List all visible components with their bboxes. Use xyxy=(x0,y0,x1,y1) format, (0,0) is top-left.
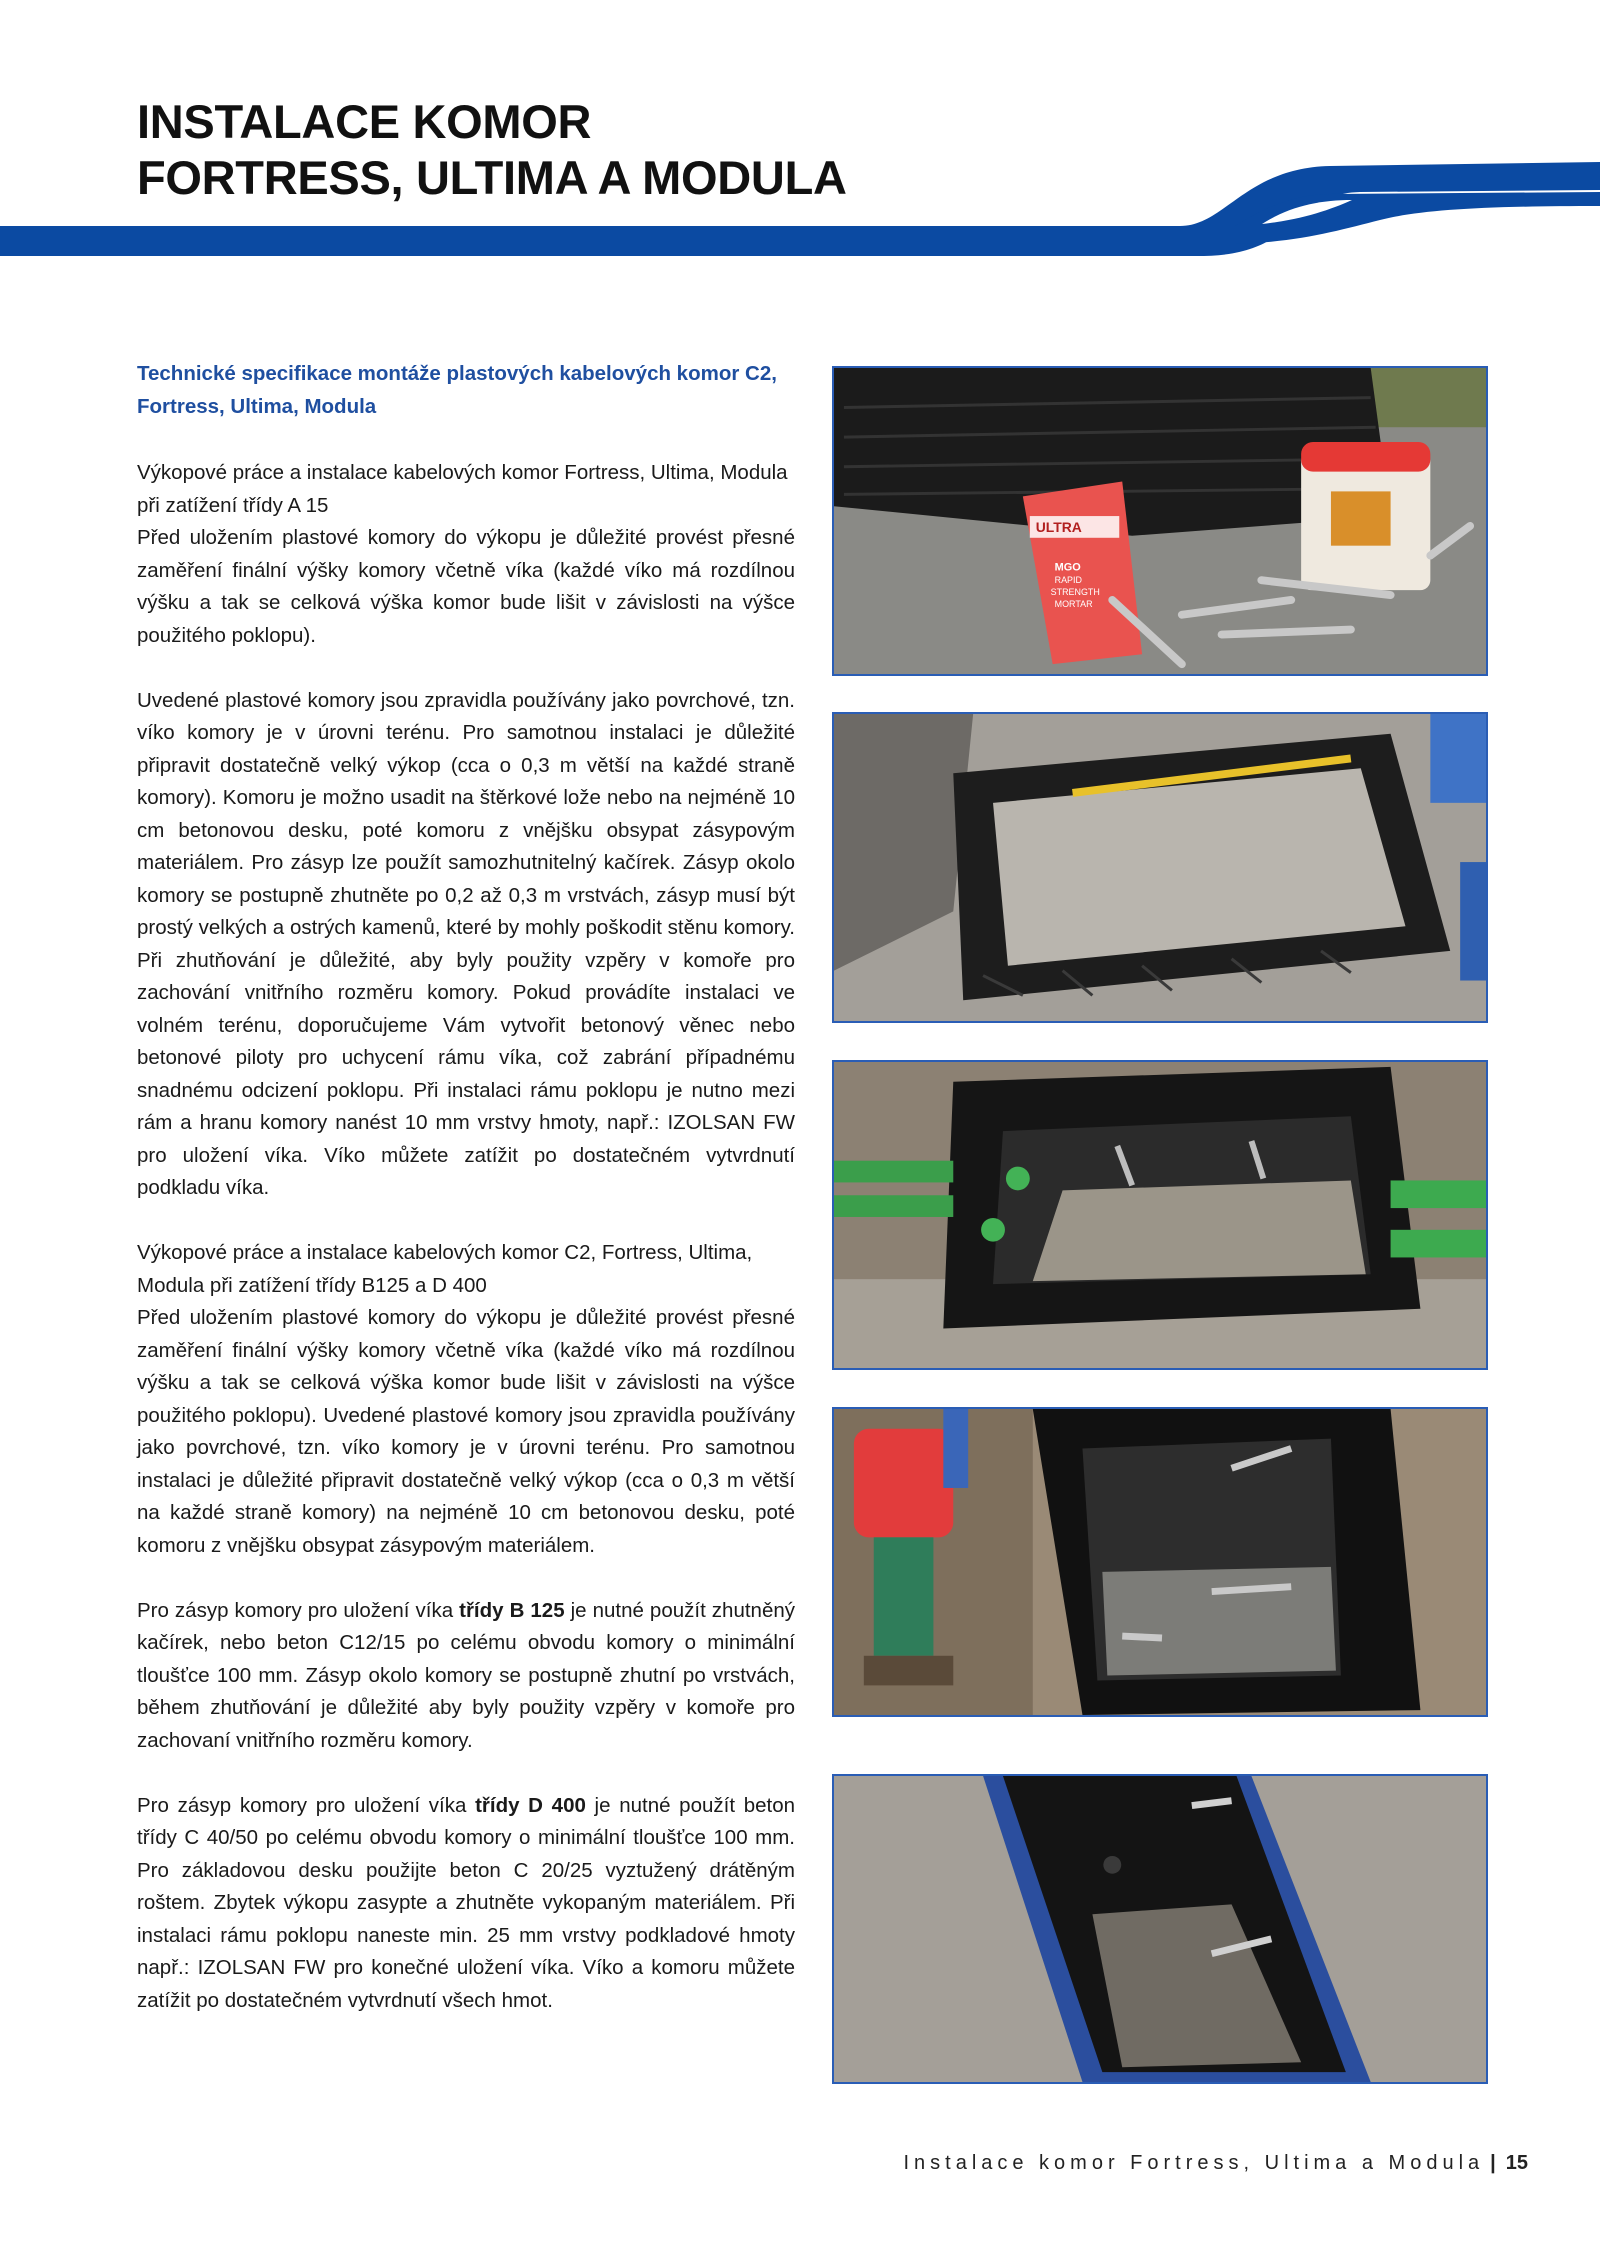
b125-text-start: Pro zásyp komory pro uložení víka xyxy=(137,1598,460,1622)
chamber-with-green-pipes-photo xyxy=(832,1060,1488,1370)
bag-label-strength: STRENGTH xyxy=(1050,587,1100,598)
chamber-in-ground-photo xyxy=(832,1774,1488,2084)
chamber-compaction-rammer-photo xyxy=(832,1407,1488,1717)
spec-subtitle: Technické specifikace montáže plastových kabelových komor C2, Fortress, Ultima, Modula xyxy=(137,362,777,418)
footer-separator: | xyxy=(1490,2152,1496,2174)
footer-title: Instalace komor Fortress, Ultima a Modula xyxy=(903,2152,1485,2174)
d400-text-end: je nutné použít beton třídy C 40/50 po celému obvodu komory o minimální tloušťce 100 mm. Pro základovou desku použijte beton C 20/25 vyztužený drátěným roštem. Zbytek výkopu zasypte a zhutněte vykopaným materiálem. Při instalaci rámu poklopu naneste min. 25 mm vrstvy podkladové hmoty např.: IZOLSAN FW pro konečné uložení víka. Víko a komoru můžete zatížit po dostatečném vytvrdnutí všech hmot. xyxy=(137,1793,795,2012)
section2-paragraph-1: Před uložením plastové komory do výkopu je důležité provést přesné zaměření finální výšky komory včetně víka (každé víko má rozdílnou výšku a tak se celková výška komor bude lišit v závislosti na výšce použitého poklopu). Uvedené plastové komory jsou zpravidla používány jako povrchové, tzn. víko komory je v úrovni terénu. Pro samotnou instalaci je důležité připravit dostatečně velký výkop (cca o 0,3 m větší na každé straně komory) na nejméně 10 cm betonovou desku, poté komoru z vnějšku obsypat zásypovým materiálem. xyxy=(137,1306,795,1557)
chamber-frame-on-sand-photo xyxy=(832,712,1488,1023)
section2-paragraph-d400 xyxy=(137,1790,795,2018)
d400-class-label: třídy D 400 xyxy=(475,1793,586,1817)
text-column xyxy=(137,358,795,2050)
page-footer xyxy=(903,2152,1528,2175)
b125-text-end: je nutné použít zhutněný kačírek, nebo beton C12/15 po celému obvodu komory o minimální tloušťce 100 mm. Zásyp okolo komory se postupně zhutní po vrstvách, během zhutňování je důležité aby byly použity vzpěry v komoře pro zachovaní vnitřního rozměru komory. xyxy=(137,1598,795,1752)
section2-heading: Výkopové práce a instalace kabelových komor C2, Fortress, Ultima, Modula při zatížení třídy B125 a D 400 xyxy=(137,1241,753,1297)
section1-paragraph-1: Před uložením plastové komory do výkopu je důležité provést přesné zaměření finální výšky komory včetně víka (každé víko má rozdílnou výšku a tak se celková výška komor bude lišit v závislosti na výšce použitého poklopu). xyxy=(137,526,795,647)
page-number: 15 xyxy=(1505,2152,1528,2174)
b125-class-label: třídy B 125 xyxy=(459,1598,565,1622)
section2-paragraph-b125 xyxy=(137,1595,795,1758)
section1-heading: Výkopové práce a instalace kabelových komor Fortress, Ultima, Modula při zatížení třídy A 15 xyxy=(137,461,788,517)
bag-label-brand: ULTRA xyxy=(1035,518,1082,535)
bag-label-rapid: RAPID xyxy=(1054,575,1082,586)
page-title-line-1: INSTALACE KOMOR xyxy=(137,95,592,148)
d400-text-start: Pro zásyp komory pro uložení víka xyxy=(137,1793,476,1817)
header-wave-band xyxy=(0,160,1600,260)
bag-label-mgo: MGO xyxy=(1054,561,1081,574)
page-title-line-2: FORTRESS, ULTIMA A MODULA xyxy=(137,151,847,204)
chamber-with-materials-photo xyxy=(832,366,1488,676)
section1-paragraph-2: Uvedené plastové komory jsou zpravidla používány jako povrchové, tzn. víko komory je v úrovni terénu. Pro samotnou instalaci je důležité připravit dostatečně velký výkop (cca o 0,3 m větší na každé straně komory). Komoru je možno usadit na štěrkové lože nebo na nejméně 10 cm betonovou desku, poté komoru z vnějšku obsypat zásypovým materiálem. Pro zásyp lze použít samozhutnitelný kačírek. Zásyp okolo komory se postupně zhutněte po 0,2 až 0,3 m vrstvách, zásyp musí být prostý velkých a ostrých kamenů, které by mohly poškodit stěnu komory. Při zhutňování je důležité, aby byly použity vzpěry v komoře pro zachování vnitřního rozměru komory. Pokud provádíte instalaci ve volném terénu, doporučujeme Vám vytvořit betonový věnec nebo betonové piloty pro uchycení rámu víka, což zabrání případnému snadnému odcizení poklopu. Při instalaci rámu poklopu je nutno mezi rám a hranu komory nanést 10 mm vrstvy hmoty, např.: IZOLSAN FW pro uložení víka. Víko můžete zatížit po dostatečném vytvrdnutí podkladu víka. xyxy=(137,688,795,1199)
bag-label-mortar: MORTAR xyxy=(1054,598,1093,609)
